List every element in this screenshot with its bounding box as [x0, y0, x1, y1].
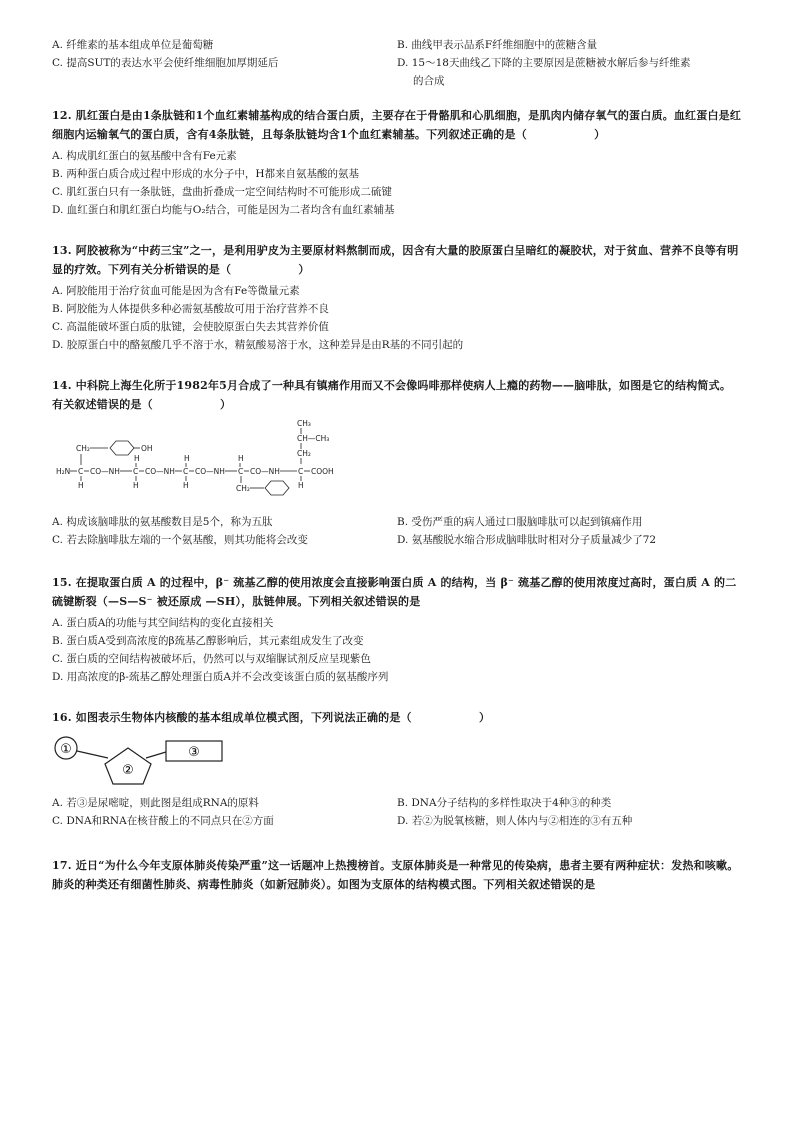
- q12-stem-text: 肌红蛋白是由1条肽链和1个血红素辅基构成的结合蛋白质，主要存在于骨骼肌和心肌细胞，是肌肉内储存氧气的蛋白质。血红蛋白是红细胞内运输氧气的蛋白质，含有4条肽链，且每条肽链均含1个血红素辅基。下列叙述正确的是（ ）: [52, 109, 742, 141]
- q14-stem: [52, 376, 742, 414]
- q16-number: 16.: [52, 711, 72, 724]
- formula-h-4: H: [78, 481, 84, 490]
- question-16: [52, 708, 742, 830]
- nucleotide-model-diagram: [52, 734, 252, 788]
- q14-option-b[interactable]: B. 受伤严重的病人通过口服脑啡肽可以起到镇痛作用: [397, 516, 643, 528]
- formula-c-3: C: [183, 467, 189, 476]
- formula-ch-ch3: CH—CH₃: [297, 434, 330, 443]
- q15-stem: [52, 573, 742, 611]
- q12-stem: [52, 106, 742, 144]
- q13-option-b[interactable]: B. 阿胶能为人体提供多种必需氨基酸故可用于治疗营养不良: [52, 303, 329, 315]
- q11-option-c[interactable]: C. 提高SUT的表达水平会使纤维细胞加厚期延后: [52, 57, 279, 69]
- q16-option-c[interactable]: C. DNA和RNA在核苷酸上的不同点只在②方面: [52, 815, 274, 827]
- q17-number: 17.: [52, 859, 72, 872]
- formula-h-7: H: [298, 481, 304, 490]
- benzene-ring-icon: [110, 441, 134, 455]
- q13-option-d[interactable]: D. 胶原蛋白中的酪氨酸几乎不溶于水，精氨酸易溶于水，这种差异是由R基的不同引起的: [52, 339, 464, 351]
- nucleotide-label-2: ②: [122, 763, 134, 778]
- formula-h-3: H: [238, 454, 244, 463]
- formula-h-5: H: [133, 481, 139, 490]
- formula-co-nh-2: CO—NH: [145, 467, 175, 476]
- q12-option-b[interactable]: B. 两种蛋白质合成过程中形成的水分子中，H都来自氨基酸的氨基: [52, 168, 360, 180]
- q13-option-a[interactable]: A. 阿胶能用于治疗贫血可能是因为含有Fe等微量元素: [52, 285, 300, 297]
- q16-stem: [52, 708, 742, 727]
- formula-c-4: C: [238, 467, 244, 476]
- q14-option-c[interactable]: C. 若去除脑啡肽左端的一个氨基酸，则其功能将会改变: [52, 534, 308, 546]
- q17-stem-text: 近日“为什么今年支原体肺炎传染严重”这一话题冲上热搜榜首。支原体肺炎是一种常见的传染病，患者主要有两种症状：发热和咳嗽。肺炎的种类还有细菌性肺炎、病毒性肺炎（如新冠肺炎）。如图为支原体的结构模式图。下列相关叙述错误的是: [52, 859, 739, 891]
- q15-option-d[interactable]: D. 用高浓度的β-巯基乙醇处理蛋白质A并不会改变该蛋白质的氨基酸序列: [52, 671, 389, 683]
- formula-c-5: C: [298, 467, 304, 476]
- q14-number: 14.: [52, 379, 72, 392]
- q11-options: [52, 36, 742, 90]
- question-15: [52, 573, 742, 686]
- q16-stem-text: 如图表示生物体内核酸的基本组成单位模式图，下列说法正确的是（ ）: [75, 711, 491, 724]
- formula-c-2: C: [133, 467, 139, 476]
- q11-option-d-line2: 的合成: [413, 75, 445, 87]
- q16-option-b[interactable]: B. DNA分子结构的多样性取决于4种③的种类: [397, 797, 612, 809]
- formula-h-2: H: [184, 454, 190, 463]
- q11-option-d[interactable]: [397, 54, 742, 90]
- q15-stem-text: 在提取蛋白质 A 的过程中，β⁻ 巯基乙醇的使用浓度会直接影响蛋白质 A 的结构，当 β⁻ 巯基乙醇的使用浓度过高时，蛋白质 A 的二硫键断裂（—S—S⁻ 被还原成 —SH），肽链伸展。下列相关叙述错误的是: [52, 576, 737, 608]
- question-14: [52, 376, 742, 549]
- q15-option-b[interactable]: B. 蛋白质A受到高浓度的β巯基乙醇影响后，其元素组成发生了改变: [52, 635, 364, 647]
- formula-c-1: C: [78, 467, 84, 476]
- question-12: [52, 106, 742, 219]
- question-17: [52, 856, 742, 894]
- q11-option-b[interactable]: B. 曲线甲表示品系F纤维细胞中的蔗糖含量: [397, 39, 598, 51]
- question-13: [52, 241, 742, 354]
- q12-option-d[interactable]: D. 血红蛋白和肌红蛋白均能与O₂结合，可能是因为二者均含有血红素辅基: [52, 204, 395, 216]
- q11-option-a[interactable]: A. 纤维素的基本组成单位是葡萄糖: [52, 39, 214, 51]
- q17-stem: [52, 856, 742, 894]
- formula-h-1: H: [134, 454, 140, 463]
- formula-ch2-right: CH₂: [297, 449, 311, 458]
- formula-oh: OH: [141, 444, 153, 453]
- q15-number: 15.: [52, 576, 72, 589]
- exam-page: [52, 36, 742, 897]
- q14-stem-text: 中科院上海生化所于1982年5月合成了一种具有镇痛作用而又不会像吗啡那样使病人上瘾的药物——脑啡肽，如图是它的结构简式。有关叙述错误的是（ ）: [52, 379, 732, 411]
- q12-option-a[interactable]: A. 构成肌红蛋白的氨基酸中含有Fe元素: [52, 150, 237, 162]
- q13-option-c[interactable]: C. 高温能破坏蛋白质的肽键，会使胶原蛋白失去其营养价值: [52, 321, 329, 333]
- formula-h2n: H₂N: [56, 467, 71, 476]
- q13-stem: [52, 241, 742, 279]
- q11-option-d-line1: D. 15～18天曲线乙下降的主要原因是蔗糖被水解后参与纤维素: [397, 57, 691, 69]
- formula-co-nh-4: CO—NH: [250, 467, 280, 476]
- q15-option-c[interactable]: C. 蛋白质的空间结构被破坏后，仍然可以与双缩脲试剂反应呈现紫色: [52, 653, 371, 665]
- q12-option-c[interactable]: C. 肌红蛋白只有一条肽链，盘曲折叠成一定空间结构时不可能形成二硫键: [52, 186, 392, 198]
- benzene-ring-icon: [265, 481, 289, 495]
- formula-co-nh-1: CO—NH: [90, 467, 120, 476]
- formula-h-6: H: [183, 481, 189, 490]
- formula-ch2-phe: CH₂: [236, 484, 250, 493]
- q13-number: 13.: [52, 244, 72, 257]
- q14-option-d[interactable]: D. 氨基酸脱水缩合形成脑啡肽时相对分子质量减少了72: [397, 534, 657, 546]
- q15-option-a[interactable]: A. 蛋白质A的功能与其空间结构的变化直接相关: [52, 617, 274, 629]
- formula-ch2-left: CH₂: [76, 444, 90, 453]
- q14-option-a[interactable]: A. 构成该脑啡肽的氨基酸数目是5个，称为五肽: [52, 516, 273, 528]
- formula-co-nh-3: CO—NH: [195, 467, 225, 476]
- q13-stem-text: 阿胶被称为“中药三宝”之一，是利用驴皮为主要原材料熬制而成，因含有大量的胶原蛋白呈暗红的凝胶状，对于贫血、营养不良等有明显的疗效。下列有关分析错误的是（ ）: [52, 244, 739, 276]
- nucleotide-label-3: ③: [188, 745, 200, 760]
- q12-number: 12.: [52, 109, 72, 122]
- formula-ch3-top: CH₃: [297, 419, 311, 428]
- q16-option-d[interactable]: D. 若②为脱氧核糖，则人体内与②相连的③有五种: [397, 815, 633, 827]
- formula-cooh: COOH: [311, 467, 334, 476]
- q16-option-a[interactable]: A. 若③是尿嘧啶，则此图是组成RNA的原料: [52, 797, 259, 809]
- nucleotide-label-1: ①: [60, 742, 72, 757]
- enkephalin-structure-diagram: [52, 417, 372, 509]
